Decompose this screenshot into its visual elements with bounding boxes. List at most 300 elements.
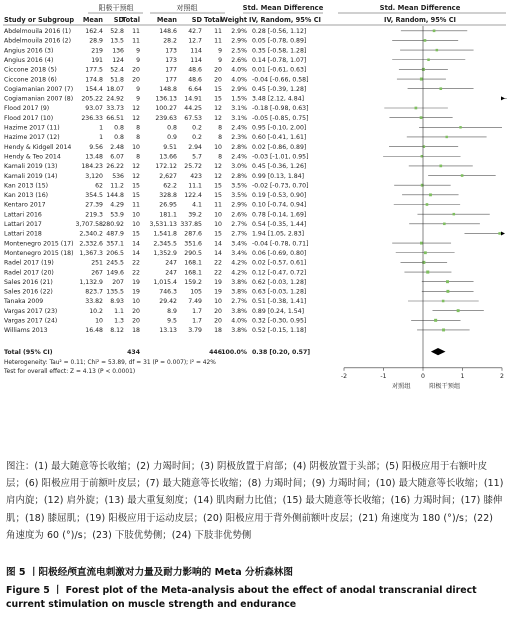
cell-sd-ctrl: 159.2 [184, 278, 202, 286]
cell-mean-ctrl: 2,345.5 [153, 240, 177, 248]
cell-sd-exp: 26.22 [106, 163, 124, 171]
cell-total-ctrl: 9 [218, 56, 222, 64]
cell-mean-ctrl: 136.13 [155, 95, 177, 103]
study-name: Kamali 2019 (14) [4, 172, 58, 180]
cell-ci: 0.45 [-0.39, 1.28] [252, 85, 307, 93]
study-name: Sales 2016 (21) [4, 278, 53, 286]
study-name: Montenegro 2015 (18) [4, 249, 74, 257]
cell-ci: 0.62 [-0.03, 1.28] [252, 278, 307, 286]
cell-total-ctrl: 9 [218, 47, 222, 55]
axis-tick-label: 0 [421, 372, 425, 380]
figure-notes: 图注：(1) 最大随意等长收缩；(2) 力竭时间；(3) 阴极放置于肩部；(4) 阴极放置于头部；(5) 阳极应用于右额叶皮层；(6) 阳极应用于前额叶皮层；(7) 最大随意等长收缩；(8) 力竭时间；(9) 力竭时间；(10) 最大随意等长收缩；(11) 肩内旋；(12) 肩外旋；(13) 最大重复刻度；(14) 肌肉耐力比值；(15) 最大随意等长收缩；(16) 力竭时间；(17) 膝伸肌；(18) 膝屈肌；(19) 阳极应用于运动皮层；(20) 阳极应用于背外侧前额叶皮层；(21) 角速度为 180 (°)/s；(22) 角速度为 60 (°)/s；(23) 下肢优势侧；(24) 下肢非优势侧 [6, 461, 504, 541]
cell-total-exp: 9 [136, 56, 140, 64]
cell-total-ctrl: 12 [214, 163, 222, 171]
effect-square [443, 223, 446, 226]
cell-sd-exp: 136 [112, 47, 124, 55]
cell-mean-exp: 236.33 [81, 114, 103, 122]
cell-mean-ctrl: 9.51 [163, 143, 177, 151]
study-name: Lattari 2016 [4, 211, 42, 219]
cell-total-ctrl: 12 [214, 114, 222, 122]
cell-total-exp: 10 [132, 221, 140, 228]
study-name: Angius 2016 (4) [4, 56, 54, 64]
cell-weight: 3.4% [231, 249, 247, 257]
cell-sd-ctrl: 114 [190, 47, 202, 55]
total-weight: 100.0% [221, 348, 247, 356]
cell-sd-ctrl: 423 [190, 172, 202, 180]
cell-mean-ctrl: 3,531.13 [149, 221, 177, 228]
cell-ci: -0.03 [-1.01, 0.95] [252, 153, 309, 161]
cell-sd-exp: 2.48 [110, 143, 124, 151]
cell-weight: 2.7% [231, 230, 247, 238]
cell-mean-exp: 823.7 [85, 288, 103, 296]
heterogeneity-text: Heterogeneity: Tau² = 0.11; Chi² = 53.89, df = 31 (P = 0.007); I² = 42% [4, 359, 216, 366]
cell-sd-exp: 207 [112, 278, 124, 286]
cell-mean-exp: 33.82 [85, 298, 103, 306]
cell-sd-exp: 24.92 [106, 95, 124, 103]
cell-mean-ctrl: 100.27 [155, 105, 177, 113]
cell-weight: 3.5% [231, 182, 247, 190]
cell-mean-ctrl: 0.9 [167, 134, 177, 142]
cell-sd-exp: 11.2 [110, 182, 124, 190]
cell-sd-ctrl: 105 [190, 288, 202, 296]
effect-square [459, 126, 461, 128]
cell-ci: 0.06 [-0.69, 0.80] [252, 249, 307, 257]
cell-sd-exp: 149.6 [106, 269, 124, 277]
header-group-exp: 阳极干预组 [98, 4, 134, 12]
cell-mean-exp: 205.22 [81, 95, 103, 103]
cell-total-exp: 22 [132, 259, 140, 267]
cell-weight: 2.3% [231, 134, 247, 142]
cell-total-ctrl: 15 [214, 182, 222, 190]
study-name: Sales 2016 (22) [4, 288, 53, 296]
cell-sd-ctrl: 122.4 [184, 192, 202, 200]
cell-ci: -0.04 [-0.66, 0.58] [252, 76, 309, 84]
cell-mean-ctrl: 173 [165, 47, 177, 55]
cell-total-exp: 22 [132, 269, 140, 277]
cell-mean-exp: 1,367.3 [79, 249, 103, 257]
cell-mean-exp: 27.39 [85, 201, 103, 209]
total-label: Total (95% CI) [4, 348, 53, 356]
cell-mean-exp: 10.2 [89, 307, 103, 315]
cell-mean-ctrl: 2,627 [159, 172, 177, 180]
cell-sd-exp: 8.93 [110, 298, 124, 306]
cell-sd-exp: 18.07 [106, 85, 124, 93]
axis-tick-label: 2 [500, 372, 504, 380]
study-name: Radel 2017 (19) [4, 259, 54, 267]
cell-mean-ctrl: 13.66 [159, 153, 177, 161]
cell-total-exp: 20 [132, 66, 140, 74]
cell-weight: 3.8% [231, 288, 247, 296]
cell-mean-ctrl: 26.95 [159, 201, 177, 209]
col-ci-right: IV, Random, 95% CI [383, 16, 457, 24]
study-name: Tanaka 2009 [4, 298, 44, 306]
cell-ci: 0.19 [-0.53, 0.90] [252, 192, 307, 200]
study-name: Kamali 2019 (13) [4, 163, 58, 171]
cell-weight: 2.4% [231, 124, 247, 132]
col-total-exp: Total [121, 16, 140, 24]
cell-sd-ctrl: 0.2 [192, 124, 202, 132]
cell-mean-ctrl: 1,352.9 [153, 249, 177, 257]
cell-sd-ctrl: 351.6 [184, 240, 202, 248]
cell-total-ctrl: 10 [214, 298, 222, 306]
cell-total-ctrl: 15 [214, 95, 222, 103]
cell-sd-exp: 6.07 [110, 153, 124, 161]
col-mean-exp: Mean [82, 16, 103, 24]
cell-ci: 0.99 [0.13, 1.84] [252, 172, 305, 180]
effect-square [424, 251, 427, 254]
cell-ci: -0.05 [-0.85, 0.75] [252, 114, 309, 122]
study-name: Flood 2017 (9) [4, 105, 50, 113]
cell-total-ctrl: 8 [218, 124, 222, 132]
cell-mean-ctrl: 247 [165, 269, 177, 277]
cell-weight: 2.7% [231, 298, 247, 306]
col-study: Study or Subgroup [4, 16, 75, 24]
figure-caption-cn: 图 5 丨阳极经颅直流电刺激对力量及耐力影响的 Meta 分析森林图 [6, 567, 293, 578]
cell-ci: 0.01 [-0.61, 0.63] [252, 66, 307, 74]
cell-mean-ctrl: 29.42 [159, 298, 177, 306]
cell-sd-ctrl: 42.7 [188, 28, 202, 35]
total-ci: 0.38 [0.20, 0.57] [252, 348, 311, 356]
effect-square [461, 174, 464, 177]
cell-mean-exp: 2,340.2 [79, 230, 103, 238]
cell-weight: 2.9% [231, 85, 247, 93]
cell-weight: 1.5% [231, 95, 247, 103]
cell-sd-exp: 51.8 [110, 76, 124, 84]
cell-total-exp: 20 [132, 76, 140, 84]
cell-total-ctrl: 20 [214, 307, 222, 315]
cell-total-exp: 9 [136, 95, 140, 103]
cell-mean-exp: 3,120 [85, 172, 103, 180]
cell-total-exp: 15 [132, 230, 140, 238]
cell-sd-exp: 13.5 [110, 37, 124, 45]
study-name: Kan 2013 (16) [4, 192, 49, 200]
effect-square [421, 155, 423, 157]
effect-square [433, 29, 436, 32]
cell-mean-exp: 1 [99, 134, 103, 142]
axis-tick-label: -1 [380, 372, 387, 380]
cell-total-ctrl: 20 [214, 317, 222, 325]
cell-sd-ctrl: 6.64 [188, 85, 202, 93]
study-name: Hendy & Kidgell 2014 [4, 143, 72, 151]
cell-weight: 2.9% [231, 201, 247, 209]
cell-mean-ctrl: 172.12 [155, 163, 177, 171]
cell-ci: 0.52 [-0.15, 1.18] [252, 327, 307, 335]
cell-sd-ctrl: 0.2 [192, 134, 202, 142]
total-n-ctrl: 446 [209, 348, 222, 356]
ci-arrow [501, 96, 505, 100]
cell-ci: -0.02 [-0.73, 0.70] [252, 182, 309, 190]
cell-sd-ctrl: 11.1 [188, 182, 202, 190]
figure-caption-en: Figure 5 丨 Forest plot of the Meta-analysis about the effect of anodal transcranial direct current stimulation on muscle strength and endurance [6, 585, 477, 610]
cell-sd-exp: 4.29 [110, 201, 124, 209]
cell-mean-exp: 162.4 [85, 28, 103, 35]
cell-ci: 0.28 [-0.56, 1.12] [252, 28, 307, 35]
cell-weight: 3.8% [231, 327, 247, 335]
cell-sd-exp: 487.9 [106, 230, 124, 238]
cell-sd-ctrl: 1.7 [192, 307, 202, 315]
axis-favours-exp: 阳极干预组 [429, 382, 461, 390]
plot-marks [383, 29, 507, 355]
cell-mean-ctrl: 239.63 [155, 114, 177, 122]
cell-ci: 3.48 [2.12, 4.84] [252, 95, 305, 103]
effect-square [498, 232, 501, 235]
cell-mean-ctrl: 247 [165, 259, 177, 267]
cell-mean-exp: 2,332.6 [79, 240, 103, 248]
effect-square [445, 136, 447, 138]
cell-total-ctrl: 22 [214, 259, 222, 267]
effect-square [427, 58, 430, 61]
cell-sd-ctrl: 25.72 [184, 163, 202, 171]
cell-weight: 3.8% [231, 278, 247, 286]
cell-sd-exp: 66.51 [106, 114, 124, 122]
cell-weight: 2.8% [231, 143, 247, 151]
study-name: Hazime 2017 (12) [4, 134, 60, 142]
study-name: Hendy & Teo 2014 [4, 153, 61, 161]
cell-sd-ctrl: 1.7 [192, 317, 202, 325]
cell-total-exp: 18 [132, 327, 140, 335]
cell-mean-exp: 28.9 [89, 37, 103, 45]
study-name: Kentaro 2017 [4, 201, 46, 209]
study-name: Kan 2013 (15) [4, 182, 49, 190]
cell-weight: 3.4% [231, 240, 247, 248]
cell-total-exp: 11 [132, 201, 140, 209]
effect-square [422, 68, 425, 71]
cell-total-ctrl: 20 [214, 66, 222, 74]
cell-total-ctrl: 8 [218, 134, 222, 142]
cell-sd-ctrl: 2.94 [188, 143, 202, 151]
cell-ci: 0.63 [-0.03, 1.28] [252, 288, 307, 296]
cell-sd-exp: 0.8 [114, 134, 124, 142]
cell-mean-exp: 267 [91, 269, 103, 277]
cell-total-ctrl: 12 [214, 172, 222, 180]
effect-square [420, 78, 423, 81]
effect-square [420, 116, 423, 119]
cell-total-ctrl: 11 [214, 28, 222, 35]
overall-effect-text: Test for overall effect: Z = 4.13 (P < 0.0001) [4, 368, 136, 375]
cell-sd-exp: 357.1 [106, 240, 124, 248]
cell-mean-ctrl: 1,015.4 [153, 278, 177, 286]
cell-total-exp: 15 [132, 182, 140, 190]
cell-total-ctrl: 22 [214, 269, 222, 277]
cell-total-ctrl: 20 [214, 76, 222, 84]
cell-mean-ctrl: 62.2 [163, 182, 177, 190]
cell-total-exp: 9 [136, 85, 140, 93]
col-total-ctrl: Total [203, 16, 222, 24]
cell-sd-ctrl: 14.91 [184, 95, 202, 103]
cell-total-exp: 14 [132, 249, 140, 257]
cell-sd-ctrl: 12.7 [188, 37, 202, 45]
cell-weight: 3.5% [231, 192, 247, 200]
study-name: Hazime 2017 (11) [4, 124, 60, 132]
col-mean-ctrl: Mean [156, 16, 177, 24]
cell-sd-exp: 124 [112, 56, 124, 64]
cell-weight: 3.1% [231, 114, 247, 122]
cell-ci: 0.35 [-0.58, 1.28] [252, 47, 307, 55]
cell-mean-ctrl: 746.3 [159, 288, 177, 296]
effect-square [457, 309, 460, 312]
cell-weight: 4.2% [231, 259, 247, 267]
cell-mean-ctrl: 13.13 [159, 327, 177, 335]
cell-mean-exp: 10 [95, 317, 103, 325]
cell-ci: 0.60 [-0.41, 1.61] [252, 134, 307, 142]
cell-mean-exp: 354.5 [85, 192, 103, 200]
cell-total-exp: 10 [132, 298, 140, 306]
cell-sd-ctrl: 39.2 [188, 211, 202, 219]
cell-ci: 0.54 [-0.35, 1.44] [252, 221, 307, 228]
cell-ci: 1.94 [1.05, 2.83] [252, 230, 305, 238]
cell-weight: 3.0% [231, 163, 247, 171]
study-name: Ciccone 2018 (5) [4, 66, 57, 74]
cell-weight: 2.9% [231, 28, 247, 35]
cell-mean-ctrl: 0.8 [167, 124, 177, 132]
cell-sd-ctrl: 3.79 [188, 327, 202, 335]
effect-square [420, 242, 423, 245]
cell-weight: 3.8% [231, 307, 247, 315]
study-name: Ciccone 2018 (6) [4, 76, 57, 84]
cell-ci: 0.12 [-0.47, 0.72] [252, 269, 307, 277]
cell-total-exp: 19 [132, 278, 140, 286]
effect-square [446, 290, 449, 293]
effect-square [442, 328, 445, 331]
study-name: Abdelmouila 2016 (2) [4, 37, 72, 45]
cell-mean-exp: 1 [99, 124, 103, 132]
cell-total-exp: 8 [136, 124, 140, 132]
cell-mean-ctrl: 28.2 [163, 37, 177, 45]
study-name: Vargas 2017 (24) [4, 317, 58, 325]
cell-mean-exp: 3,707.58 [75, 221, 103, 228]
cell-sd-exp: 33.73 [106, 105, 124, 113]
cell-mean-ctrl: 177 [165, 66, 177, 74]
header-smd: Std. Mean Difference [242, 4, 324, 12]
cell-total-exp: 8 [136, 153, 140, 161]
cell-weight: 2.6% [231, 56, 247, 64]
cell-sd-ctrl: 168.1 [184, 269, 202, 277]
cell-total-ctrl: 18 [214, 327, 222, 335]
cell-weight: 2.4% [231, 153, 247, 161]
col-sd-exp: SD [113, 16, 124, 24]
cell-total-exp: 9 [136, 47, 140, 55]
cell-total-ctrl: 15 [214, 230, 222, 238]
cell-ci: -0.18 [-0.98, 0.63] [252, 105, 309, 113]
cell-sd-exp: 52.4 [110, 66, 124, 74]
study-rows [3, 28, 310, 375]
cell-ci: -0.04 [-0.78, 0.71] [252, 240, 309, 248]
cell-ci: 0.10 [-0.74, 0.94] [252, 201, 307, 209]
cell-sd-exp: 1.3 [114, 317, 124, 325]
cell-ci: 0.32 [-0.30, 0.95] [252, 317, 307, 325]
cell-total-exp: 11 [132, 37, 140, 45]
cell-mean-exp: 154.4 [85, 85, 103, 93]
effect-square [439, 87, 442, 90]
cell-sd-ctrl: 48.6 [188, 76, 202, 84]
cell-ci: 0.02 [-0.57, 0.61] [252, 259, 307, 267]
cell-mean-ctrl: 9.5 [167, 317, 177, 325]
cell-ci: 0.45 [-0.36, 1.26] [252, 163, 307, 171]
cell-sd-ctrl: 48.6 [188, 66, 202, 74]
cell-total-exp: 15 [132, 192, 140, 200]
effect-square [424, 39, 427, 42]
cell-mean-ctrl: 181.1 [159, 211, 177, 219]
effect-square [426, 203, 429, 206]
cell-total-ctrl: 15 [214, 85, 222, 93]
cell-sd-ctrl: 114 [190, 56, 202, 64]
cell-mean-exp: 62 [95, 182, 103, 190]
cell-sd-exp: 53.9 [110, 211, 124, 219]
cell-sd-ctrl: 44.25 [184, 105, 202, 113]
header-smd-right: Std. Mean Difference [379, 4, 461, 12]
cell-sd-exp: 52.8 [110, 28, 124, 35]
cell-mean-exp: 93.07 [85, 105, 103, 113]
effect-square [453, 213, 456, 216]
cell-ci: 0.14 [-0.78, 1.07] [252, 56, 307, 64]
cell-weight: 2.5% [231, 47, 247, 55]
x-axis [341, 26, 504, 390]
cell-mean-exp: 219.3 [85, 211, 103, 219]
cell-mean-ctrl: 1,541.8 [153, 230, 177, 238]
cell-sd-exp: 245.5 [106, 259, 124, 267]
effect-square [429, 193, 432, 196]
cell-mean-ctrl: 328.8 [159, 192, 177, 200]
cell-sd-ctrl: 287.6 [184, 230, 202, 238]
cell-sd-exp: 8.12 [110, 327, 124, 335]
axis-tick-label: 1 [460, 372, 465, 380]
cell-mean-exp: 174.8 [85, 76, 103, 84]
cell-total-ctrl: 11 [214, 37, 222, 45]
cell-total-exp: 11 [132, 28, 140, 35]
cell-total-ctrl: 14 [214, 240, 222, 248]
cell-mean-exp: 219 [91, 47, 103, 55]
cell-total-ctrl: 10 [214, 211, 222, 219]
cell-ci: 0.89 [0.24, 1.54] [252, 307, 305, 315]
cell-weight: 2.7% [231, 221, 247, 228]
cell-sd-exp: 1.1 [114, 307, 124, 315]
cell-total-exp: 14 [132, 240, 140, 248]
cell-total-ctrl: 14 [214, 249, 222, 257]
cell-sd-ctrl: 337.85 [180, 221, 202, 228]
cell-total-exp: 20 [132, 317, 140, 325]
cell-sd-exp: 536 [112, 172, 124, 180]
cell-sd-exp: 144.8 [106, 192, 124, 200]
cell-sd-ctrl: 7.49 [188, 298, 202, 306]
effect-square [436, 49, 438, 51]
cell-sd-ctrl: 67.53 [184, 114, 202, 122]
cell-total-exp: 8 [136, 134, 140, 142]
cell-sd-exp: 135.5 [106, 288, 124, 296]
study-name: Abdelmouila 2016 (1) [4, 28, 72, 35]
cell-total-ctrl: 10 [214, 221, 222, 228]
effect-square [426, 271, 429, 274]
header-group-ctrl: 对照组 [176, 4, 198, 12]
cell-sd-ctrl: 5.7 [192, 153, 202, 161]
study-name: Lattari 2017 [4, 221, 42, 228]
cell-mean-exp: 13.48 [85, 153, 103, 161]
cell-sd-ctrl: 4.1 [192, 201, 202, 209]
cell-mean-exp: 9.56 [89, 143, 103, 151]
cell-total-ctrl: 19 [214, 278, 222, 286]
col-weight: Weight [220, 16, 247, 24]
cell-weight: 3.1% [231, 105, 247, 113]
cell-weight: 4.0% [231, 76, 247, 84]
axis-favours-control: 对照组 [391, 382, 411, 390]
cell-mean-ctrl: 173 [165, 56, 177, 64]
cell-mean-ctrl: 148.8 [159, 85, 177, 93]
cell-ci: 0.05 [-0.78, 0.89] [252, 37, 307, 45]
study-name: Radel 2017 (20) [4, 269, 54, 277]
cell-mean-exp: 1,132.9 [79, 278, 103, 286]
cell-total-exp: 10 [132, 211, 140, 219]
axis-tick-label: -2 [340, 372, 348, 380]
cell-total-ctrl: 12 [214, 105, 222, 113]
